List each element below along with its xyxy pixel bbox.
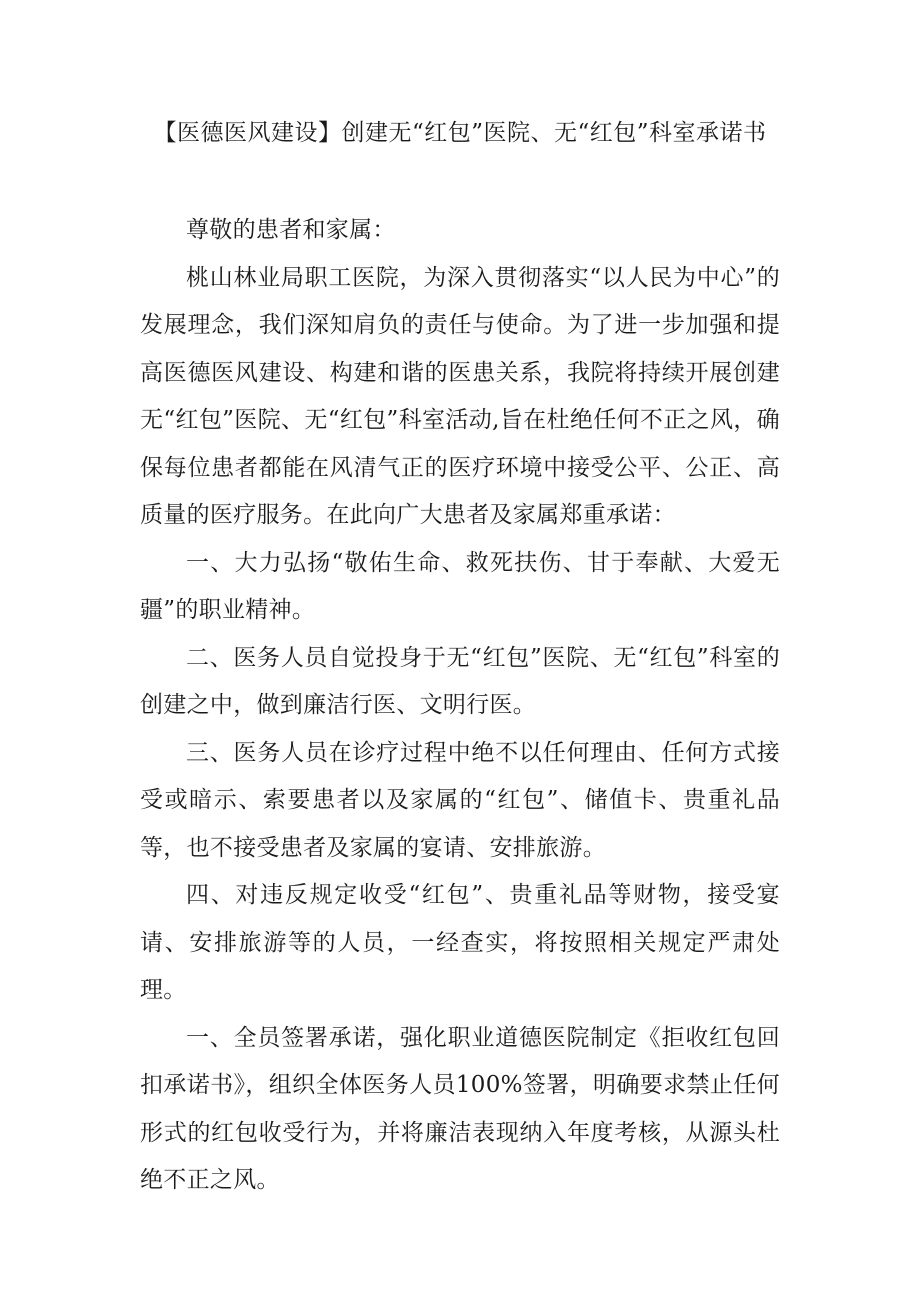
document-body: [140, 207, 780, 1205]
paragraph-commitment-1: 一、大力弘扬“敬佑生命、救死扶伤、甘于奉献、大爱无疆”的职业精神。: [140, 549, 780, 623]
paragraph-intro: 桃山林业局职工医院，为深入贯彻落实“以人民为中心”的发展理念，我们深知肩负的责任与使命。为了进一步加强和提高医德医风建设、构建和谐的医患关系，我院将持续开展创建无“红包”医院、无“红包”科室活动,旨在杜绝任何不正之风，确保每位患者都能在风清气正的医疗环境中接受公平、公正、高质量的医疗服务。在此向广大患者及家属郑重承诺：: [140, 264, 780, 528]
salutation: 尊敬的患者和家属：: [186, 217, 396, 243]
paragraph-commitment-4: 四、对违反规定收受“红包”、贵重礼品等财物，接受宴请、安排旅游等的人员，一经查实，将按照相关规定严肃处理。: [140, 882, 780, 1003]
paragraph-measure-1: 一、全员签署承诺，强化职业道德医院制定《拒收红包回扣承诺书》，组织全体医务人员100%签署，明确要求禁止任何形式的红包收受行为，并将廉洁表现纳入年度考核，从源头杜绝不正之风。: [140, 1024, 780, 1193]
paragraph-commitment-2: 二、医务人员自觉投身于无“红包”医院、无“红包”科室的创建之中，做到廉洁行医、文明行医。: [140, 644, 780, 718]
paragraph-commitment-3: 三、医务人员在诊疗过程中绝不以任何理由、任何方式接受或暗示、索要患者以及家属的“红包”、储值卡、贵重礼品等，也不接受患者及家属的宴请、安排旅游。: [140, 739, 780, 861]
document-title: 【医德医风建设】创建无“红包”医院、无“红包”科室承诺书: [153, 120, 767, 146]
